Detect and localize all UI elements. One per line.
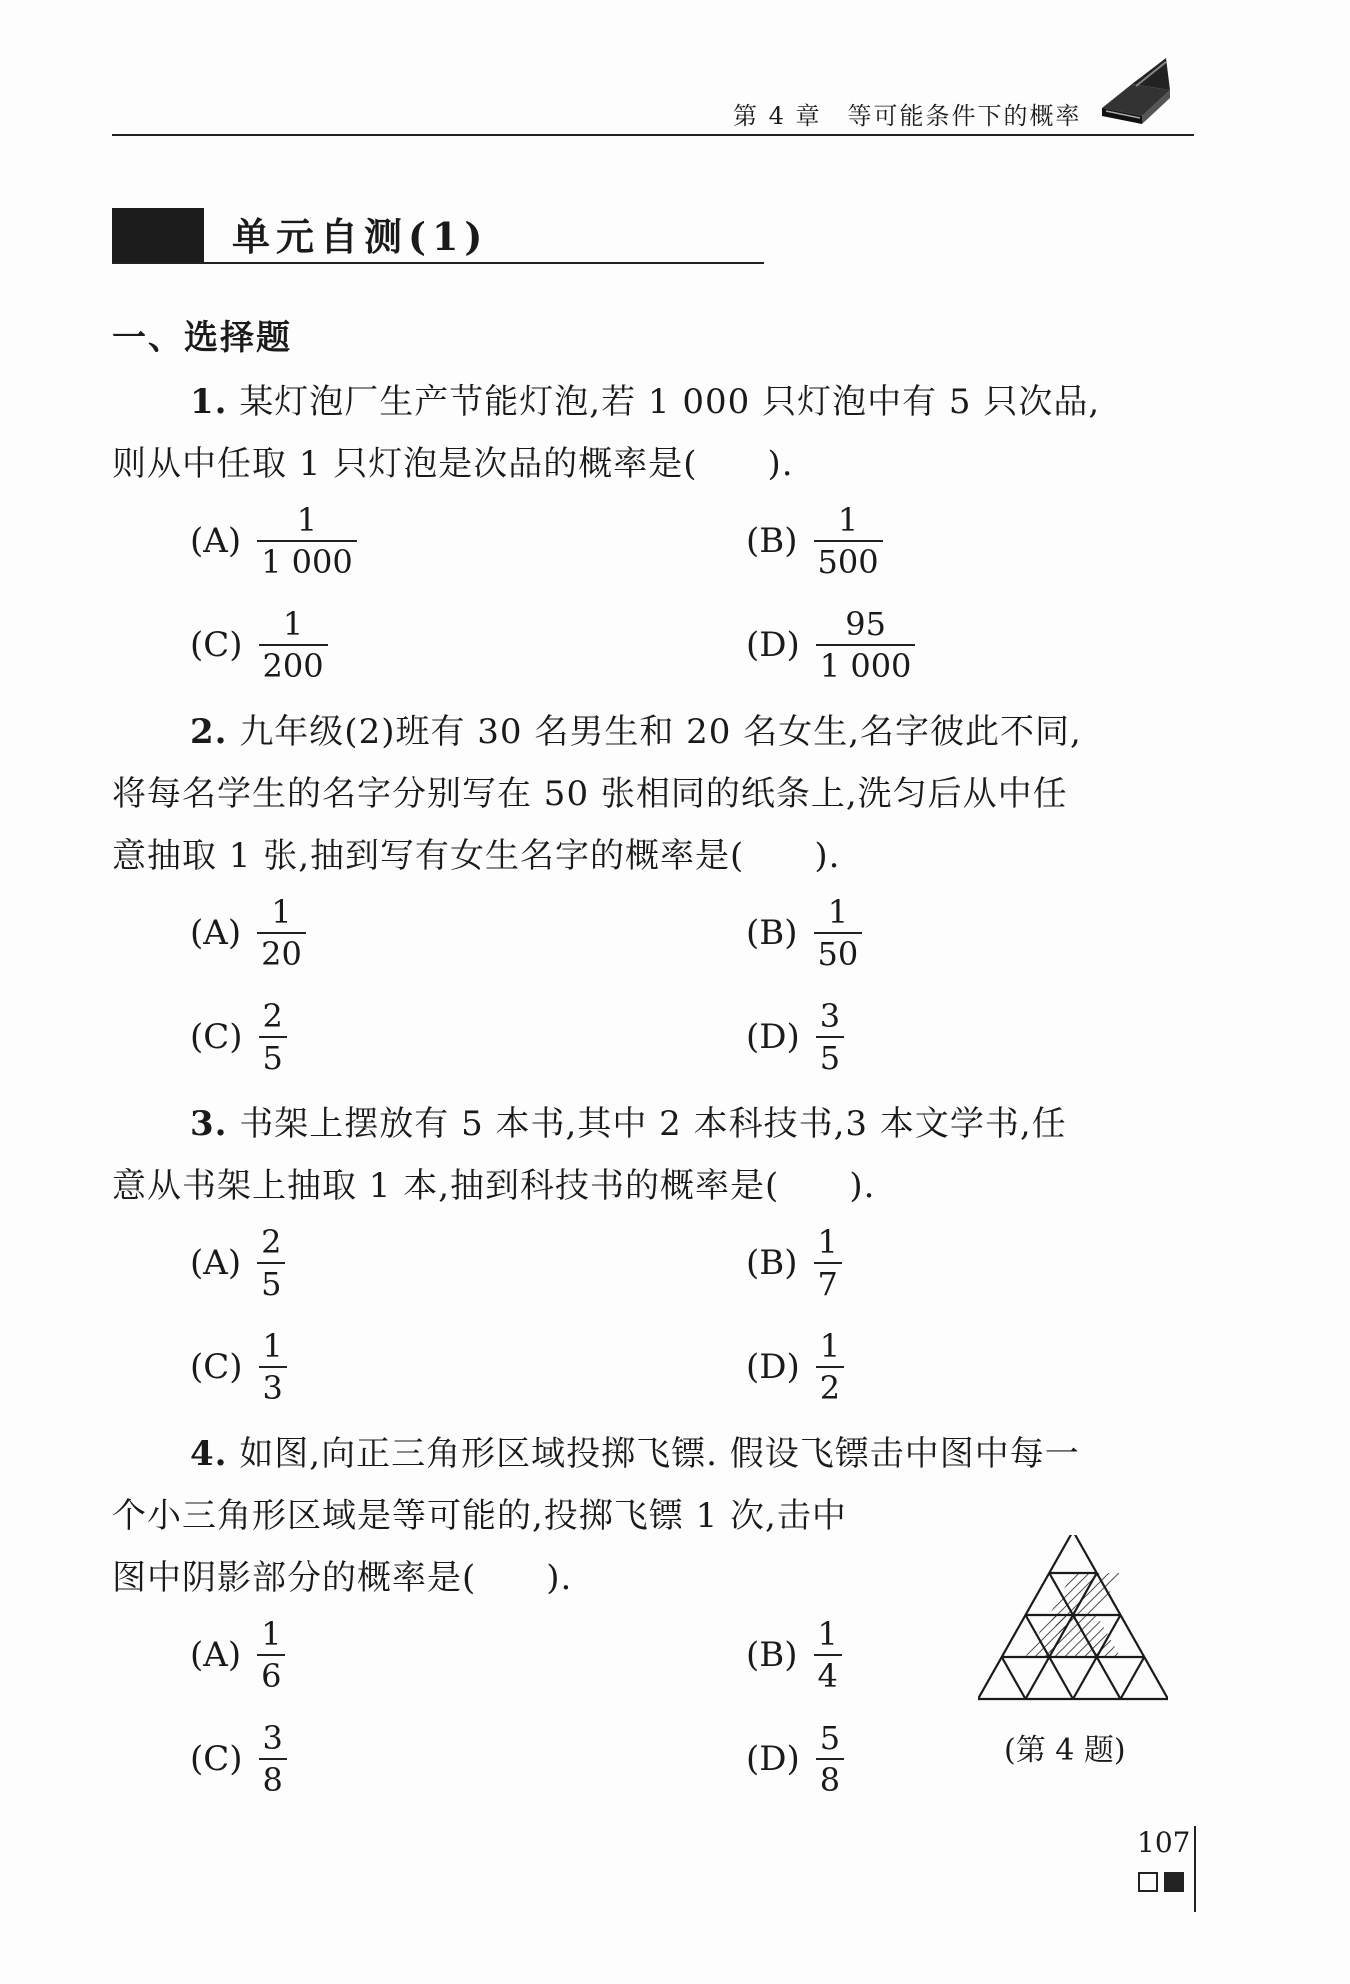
section-marker xyxy=(112,208,204,262)
question-2-line-2: 将每名学生的名字分别写在 50 张相同的纸条上,洗匀后从中任 xyxy=(112,774,1068,814)
numerator: 1 xyxy=(296,501,318,539)
numerator: 1 xyxy=(819,1327,841,1365)
question-number: 2. xyxy=(190,712,228,752)
option-label: (C) xyxy=(190,1739,243,1779)
part-heading: 一、选择题 xyxy=(112,318,292,358)
option-3d[interactable] xyxy=(746,1322,844,1412)
denominator: 7 xyxy=(817,1265,838,1303)
question-1-line-1 xyxy=(190,374,1100,423)
question-4-line-1 xyxy=(190,1426,1080,1475)
option-label: (B) xyxy=(746,913,798,953)
fraction xyxy=(257,1615,285,1695)
section-title: 单元自测(1) xyxy=(232,214,489,259)
denominator: 3 xyxy=(262,1369,283,1407)
denominator: 5 xyxy=(819,1039,841,1077)
option-label: (D) xyxy=(746,1347,800,1387)
numerator: 1 xyxy=(817,1615,838,1653)
question-2-line-3: 意抽取 1 张,抽到写有女生名字的概率是( ). xyxy=(112,836,841,876)
denominator: 1 000 xyxy=(819,647,912,685)
numerator: 2 xyxy=(262,997,283,1035)
numerator: 1 xyxy=(282,605,304,643)
question-number: 1. xyxy=(190,382,228,422)
option-label: (B) xyxy=(746,1635,798,1675)
fraction xyxy=(814,1615,842,1695)
numerator: 1 xyxy=(837,501,859,539)
question-4-line-3: 图中阴影部分的概率是( ). xyxy=(112,1558,573,1598)
fraction xyxy=(816,1719,844,1799)
denominator: 5 xyxy=(261,1265,282,1303)
numerator: 1 xyxy=(271,893,292,931)
option-3a[interactable] xyxy=(190,1218,285,1308)
question-number: 4. xyxy=(190,1434,228,1474)
question-3-line-1 xyxy=(190,1096,1067,1145)
question-3-line-2: 意从书架上抽取 1 本,抽到科技书的概率是( ). xyxy=(112,1166,876,1206)
figure-caption: (第 4 题) xyxy=(1004,1733,1126,1768)
option-1d[interactable] xyxy=(746,600,915,690)
denominator: 20 xyxy=(261,935,302,973)
header-rule xyxy=(112,134,1194,136)
option-label: (A) xyxy=(190,913,242,953)
question-text: 书架上摆放有 5 本书,其中 2 本科技书,3 本文学书,任 xyxy=(239,1104,1067,1144)
numerator: 1 xyxy=(262,1327,283,1365)
book-icon xyxy=(1096,50,1176,130)
fraction xyxy=(257,1223,285,1303)
option-1b[interactable] xyxy=(746,496,883,586)
option-4c[interactable] xyxy=(190,1714,287,1804)
denominator: 500 xyxy=(817,543,879,581)
option-label: (D) xyxy=(746,1739,800,1779)
option-label: (C) xyxy=(190,625,243,665)
numerator: 95 xyxy=(845,605,886,643)
denominator: 6 xyxy=(261,1657,282,1695)
numerator: 5 xyxy=(819,1719,841,1757)
option-4d[interactable] xyxy=(746,1714,844,1804)
denominator: 50 xyxy=(817,935,859,973)
option-label: (A) xyxy=(190,1635,242,1675)
numerator: 3 xyxy=(262,1719,283,1757)
fraction xyxy=(259,1719,287,1799)
denominator: 200 xyxy=(262,647,324,685)
option-label: (A) xyxy=(190,1243,242,1283)
denominator: 4 xyxy=(817,1657,838,1695)
chapter-header: 第 4 章 等可能条件下的概率 xyxy=(733,102,1082,130)
question-2-line-1 xyxy=(190,704,1082,753)
fraction xyxy=(257,501,357,581)
option-label: (D) xyxy=(746,1017,800,1057)
fraction xyxy=(259,997,287,1077)
option-label: (C) xyxy=(190,1347,243,1387)
empty-square-icon xyxy=(1138,1872,1158,1892)
fraction xyxy=(814,893,863,973)
option-3c[interactable] xyxy=(190,1322,287,1412)
numerator: 1 xyxy=(817,1223,838,1261)
option-2b[interactable] xyxy=(746,888,862,978)
option-3b[interactable] xyxy=(746,1218,842,1308)
numerator: 3 xyxy=(819,997,841,1035)
question-text: 九年级(2)班有 30 名男生和 20 名女生,名字彼此不同, xyxy=(239,712,1082,752)
option-label: (B) xyxy=(746,521,798,561)
option-label: (B) xyxy=(746,1243,798,1283)
page-number-rule xyxy=(1194,1826,1196,1912)
fraction xyxy=(816,1327,844,1407)
numerator: 2 xyxy=(261,1223,282,1261)
fraction xyxy=(259,605,328,685)
numerator: 1 xyxy=(827,893,849,931)
section-rule xyxy=(112,262,764,264)
option-label: (C) xyxy=(190,1017,243,1057)
triangle-figure xyxy=(978,1535,1168,1705)
option-2a[interactable] xyxy=(190,888,306,978)
denominator: 5 xyxy=(262,1039,283,1077)
denominator: 2 xyxy=(819,1369,841,1407)
question-number: 3. xyxy=(190,1104,228,1144)
denominator: 1 000 xyxy=(261,543,353,581)
question-text: 某灯泡厂生产节能灯泡,若 1 000 只灯泡中有 5 只次品, xyxy=(239,382,1101,422)
option-2d[interactable] xyxy=(746,992,844,1082)
fraction xyxy=(816,997,844,1077)
question-1-line-2: 则从中任取 1 只灯泡是次品的概率是( ). xyxy=(112,444,794,484)
fraction xyxy=(814,501,883,581)
option-label: (A) xyxy=(190,521,242,561)
page-number: 107 xyxy=(1137,1826,1191,1859)
fraction xyxy=(814,1223,842,1303)
option-label: (D) xyxy=(746,625,800,665)
numerator: 1 xyxy=(261,1615,282,1653)
fraction xyxy=(259,1327,287,1407)
option-4b[interactable] xyxy=(746,1610,842,1700)
question-text: 如图,向正三角形区域投掷飞镖. 假设飞镖击中图中每一 xyxy=(239,1434,1080,1474)
option-1a[interactable] xyxy=(190,496,357,586)
option-1c[interactable] xyxy=(190,600,328,690)
option-4a[interactable] xyxy=(190,1610,285,1700)
denominator: 8 xyxy=(819,1761,841,1799)
fraction xyxy=(816,605,916,685)
option-2c[interactable] xyxy=(190,992,287,1082)
fraction xyxy=(257,893,306,973)
question-4-line-2: 个小三角形区域是等可能的,投掷飞镖 1 次,击中 xyxy=(112,1496,847,1536)
denominator: 8 xyxy=(262,1761,283,1799)
filled-square-icon xyxy=(1164,1872,1184,1892)
